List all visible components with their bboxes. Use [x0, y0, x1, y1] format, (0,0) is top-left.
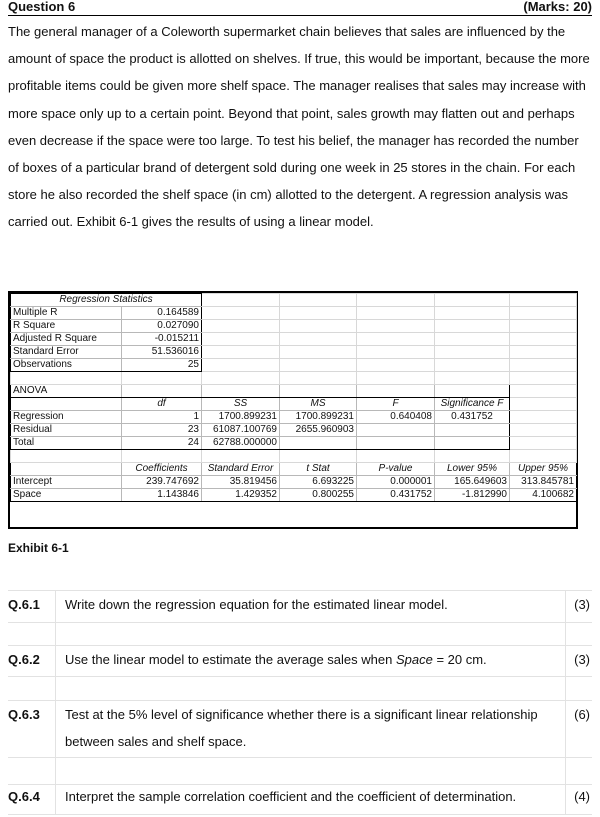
regstats-row — [11, 320, 577, 333]
anova-label: Residual — [11, 424, 122, 437]
question-marks: (4) — [574, 789, 590, 804]
coef-std-error: 1.429352 — [202, 489, 280, 502]
coef-value: 1.143846 — [122, 489, 202, 502]
anova-row — [11, 437, 577, 450]
coef-lower-95: -1.812990 — [435, 489, 510, 502]
coef-lower-95: 165.649603 — [435, 476, 510, 489]
row-divider — [8, 590, 592, 591]
coef-upper-95: 313.845781 — [510, 476, 577, 489]
space-variable: Space — [395, 652, 433, 667]
anova-ss: 61087.100769 — [202, 424, 280, 437]
regstats-value: 51.536016 — [122, 346, 202, 359]
question-marks: (Marks: 20) — [523, 0, 592, 14]
anova-df: 1 — [122, 411, 202, 424]
row-divider — [8, 645, 592, 646]
anova-df: 24 — [122, 437, 202, 450]
anova-header: MS — [280, 398, 357, 411]
question-text: Use the linear model to estimate the average sales when Space = 20 cm. — [65, 652, 487, 667]
regstats-label: Adjusted R Square — [11, 333, 122, 346]
coef-header: t Stat — [280, 463, 357, 476]
coef-label: Intercept — [11, 476, 122, 489]
anova-significance-f: 0.431752 — [435, 411, 510, 424]
regstats-label: R Square — [11, 320, 122, 333]
row-divider — [8, 757, 592, 758]
anova-row — [11, 424, 577, 437]
column-divider — [565, 590, 566, 814]
regstats-value: -0.015211 — [122, 333, 202, 346]
intro-paragraph: The general manager of a Coleworth supermarket chain believes that sales are influenced by the amount of space the product is allotted on shelves. If true, this would be important, because the more profitable items could be given more shelf space. The manager realises that sales may increase with more space only up to a certain point. Beyond that point, sales growth may flatten out and perhaps even decrease if the space were too large. To test his belief, the manager has recorded the number of boxes of a particular brand of detergent sold during one week in 25 stores in the chain. For each store he also recorded the shelf space (in cm) allotted to the detergent. A regression analysis was carried out. Exhibit 6-1 gives the results of using a linear model. — [8, 24, 590, 230]
coef-t-stat: 6.693225 — [280, 476, 357, 489]
question-marks: (3) — [574, 652, 590, 667]
regstats-row — [11, 307, 577, 320]
regstats-value: 0.164589 — [122, 307, 202, 320]
regstats-row — [11, 359, 577, 372]
coef-header: Lower 95% — [435, 463, 510, 476]
anova-f: 0.640408 — [357, 411, 435, 424]
coef-upper-95: 4.100682 — [510, 489, 577, 502]
coef-value: 239.747692 — [122, 476, 202, 489]
anova-header: F — [357, 398, 435, 411]
anova-label: Regression — [11, 411, 122, 424]
anova-header: Significance F — [435, 398, 510, 411]
regstats-label: Multiple R — [11, 307, 122, 320]
regstats-title: Regression Statistics — [11, 294, 202, 307]
anova-label: Total — [11, 437, 122, 450]
question-number: Q.6.1 — [8, 597, 40, 612]
coef-std-error: 35.819456 — [202, 476, 280, 489]
regstats-row — [11, 333, 577, 346]
anova-ms: 1700.899231 — [280, 411, 357, 424]
coef-t-stat: 0.800255 — [280, 489, 357, 502]
question-header — [8, 0, 592, 16]
coef-header: Upper 95% — [510, 463, 577, 476]
anova-ss: 62788.000000 — [202, 437, 280, 450]
regression-output-table — [8, 291, 578, 529]
question-text: Interpret the sample correlation coefficient and the coefficient of determination. — [65, 789, 517, 804]
anova-df: 23 — [122, 424, 202, 437]
regstats-value: 0.027090 — [122, 320, 202, 333]
coef-label: Space — [11, 489, 122, 502]
row-divider — [8, 622, 592, 623]
anova-header: SS — [202, 398, 280, 411]
regstats-row — [11, 346, 577, 359]
anova-header: df — [122, 398, 202, 411]
exhibit-label: Exhibit 6-1 — [8, 541, 69, 555]
question-title: Question 6 — [8, 0, 76, 14]
coef-header: Coefficients — [122, 463, 202, 476]
regstats-label: Standard Error — [11, 346, 122, 359]
coef-header: Standard Error — [202, 463, 280, 476]
coef-header: P-value — [357, 463, 435, 476]
question-number: Q.6.4 — [8, 789, 40, 804]
coef-p-value: 0.000001 — [357, 476, 435, 489]
question-number: Q.6.3 — [8, 707, 40, 722]
coef-header-row — [11, 463, 577, 476]
row-divider — [8, 784, 592, 785]
question-marks: (6) — [574, 707, 590, 722]
regstats-value: 25 — [122, 359, 202, 372]
row-divider — [8, 814, 592, 815]
regstats-title-row — [11, 294, 577, 307]
coef-row — [11, 476, 577, 489]
question-number: Q.6.2 — [8, 652, 40, 667]
question-text: Test at the 5% level of significance whether there is a significant linear relationship between sales and shelf space. — [65, 707, 538, 749]
column-divider — [55, 590, 56, 814]
anova-ss: 1700.899231 — [202, 411, 280, 424]
regstats-label: Observations — [11, 359, 122, 372]
anova-header-row — [11, 398, 577, 411]
coef-p-value: 0.431752 — [357, 489, 435, 502]
row-divider — [8, 676, 592, 677]
anova-title-row — [11, 385, 577, 398]
anova-row — [11, 411, 577, 424]
anova-title: ANOVA — [11, 385, 122, 398]
question-marks: (3) — [574, 597, 590, 612]
question-text: Write down the regression equation for the estimated linear model. — [65, 597, 448, 612]
coef-row — [11, 489, 577, 502]
anova-ms: 2655.960903 — [280, 424, 357, 437]
